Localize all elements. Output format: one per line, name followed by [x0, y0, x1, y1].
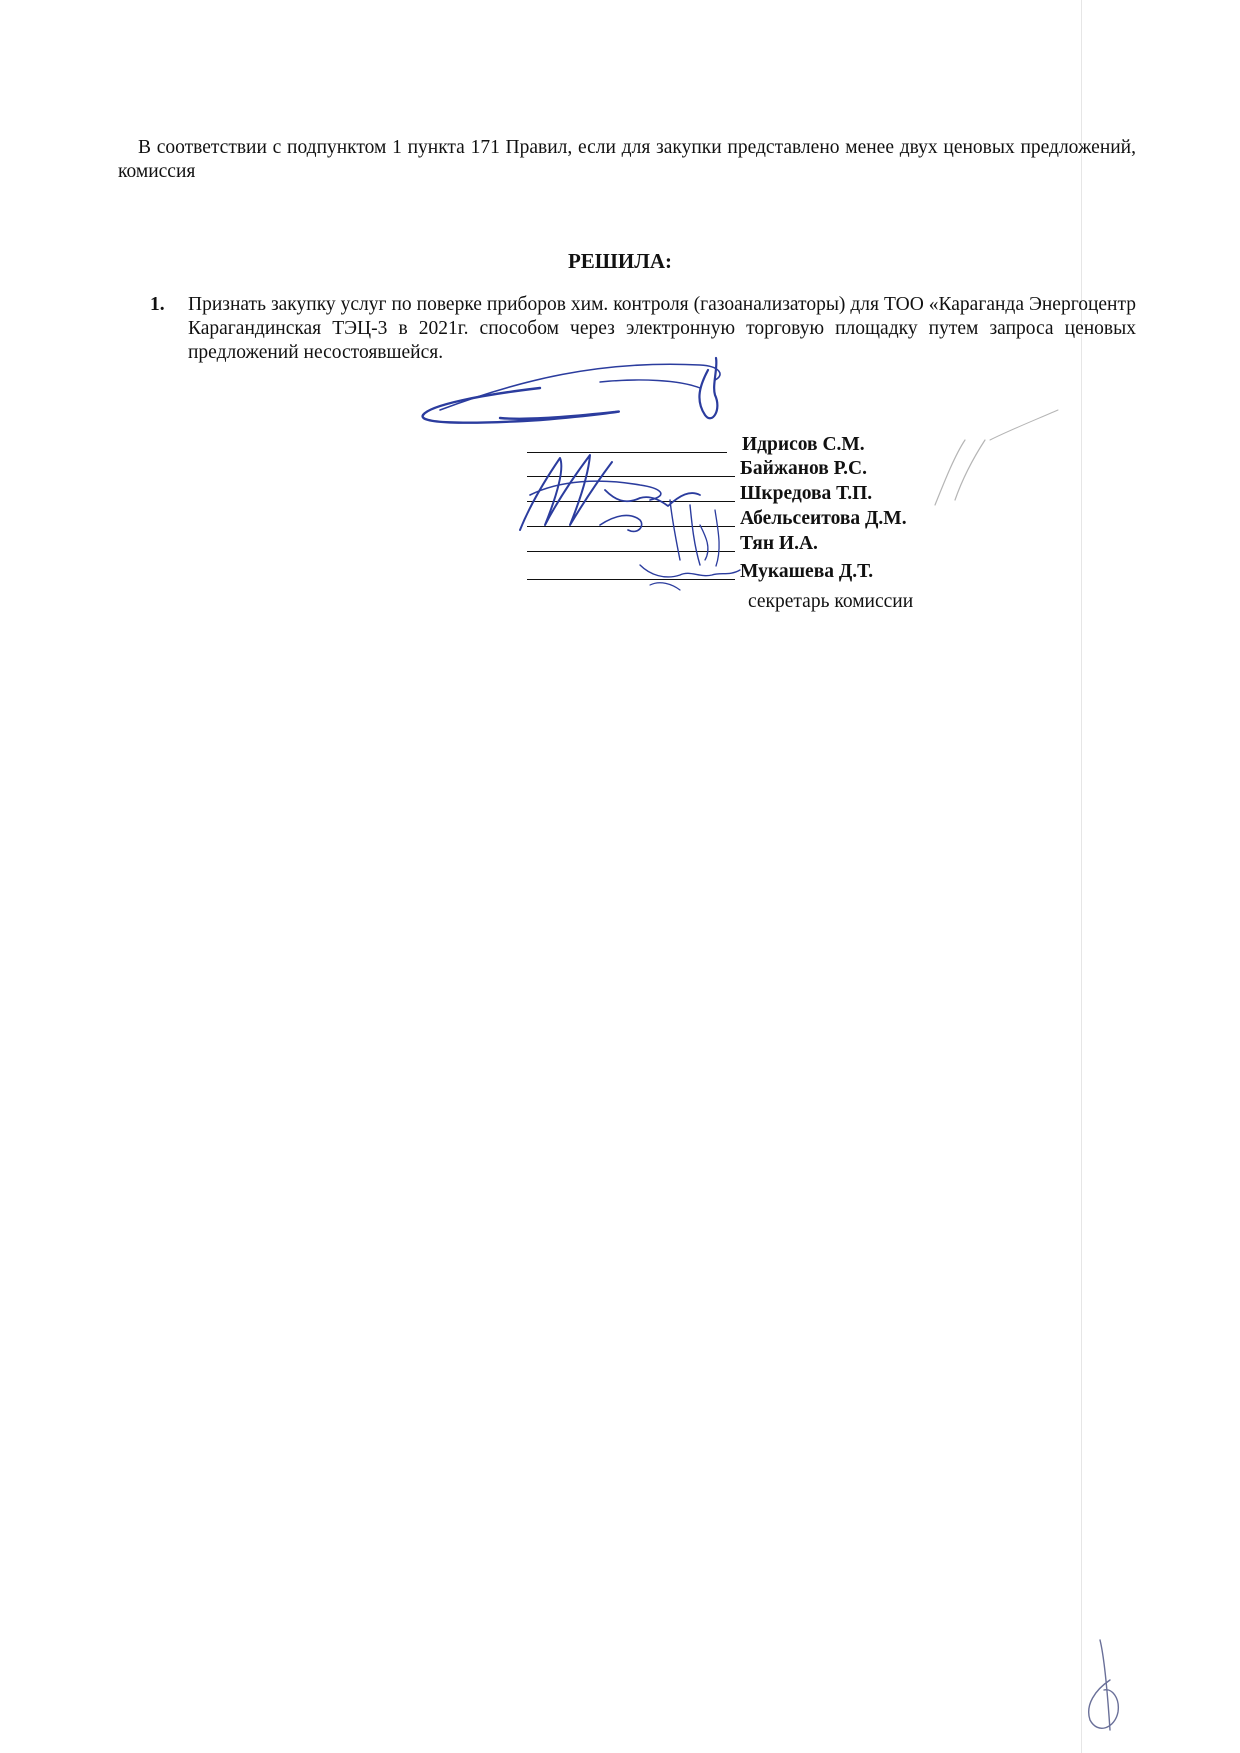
signature-scribble [650, 583, 680, 590]
decision-heading: РЕШИЛА: [567, 249, 673, 273]
decision-item-number: 1. [150, 294, 165, 315]
signature-line [527, 452, 727, 453]
signature-line [527, 526, 735, 527]
signature-scribble [423, 388, 619, 423]
signatory-name: Байжанов Р.С. [740, 458, 867, 479]
signature-scribble [530, 481, 661, 500]
signature-scribble [600, 380, 700, 388]
signature-scribble [520, 455, 612, 530]
signature-line [527, 579, 735, 580]
secretary-role: секретарь комиссии [748, 591, 914, 612]
decision-item-text: Признать закупку услуг по поверке приборов хим. контроля (газоанализаторы) для ТОО «Караганда Энергоцентр Карагандинская ТЭЦ-3 в 2021г. способом через электронную торговую площадку путем запроса ценовых предложений несостоявшейся. [188, 294, 1136, 363]
signature-scribble [640, 565, 740, 577]
signatory-name: Шкредова Т.П. [740, 483, 873, 504]
pencil-mark [935, 440, 985, 505]
signature-scribble [440, 364, 720, 410]
signatory-name: Идрисов С.М. [742, 434, 865, 455]
signature-line [527, 501, 735, 502]
pencil-mark [990, 410, 1058, 440]
intro-paragraph-text: В соответствии с подпунктом 1 пункта 171 Правил, если для закупки представлено менее двух ценовых предложений, комиссия [118, 137, 1136, 182]
signatory-name: Мукашева Д.Т. [740, 561, 874, 582]
signatory-name: Тян И.А. [740, 533, 818, 554]
signature-scribble [600, 515, 642, 531]
signature-scribble [605, 490, 700, 506]
intro-paragraph [118, 136, 1136, 184]
signature-line [527, 551, 735, 552]
initials-mark [1089, 1640, 1119, 1730]
signature-scribble [700, 510, 719, 566]
signatory-name: Абельсеитова Д.М. [740, 508, 907, 529]
signature-line [527, 476, 735, 477]
signature-scribble [699, 358, 717, 418]
signature-scribble [670, 500, 700, 565]
